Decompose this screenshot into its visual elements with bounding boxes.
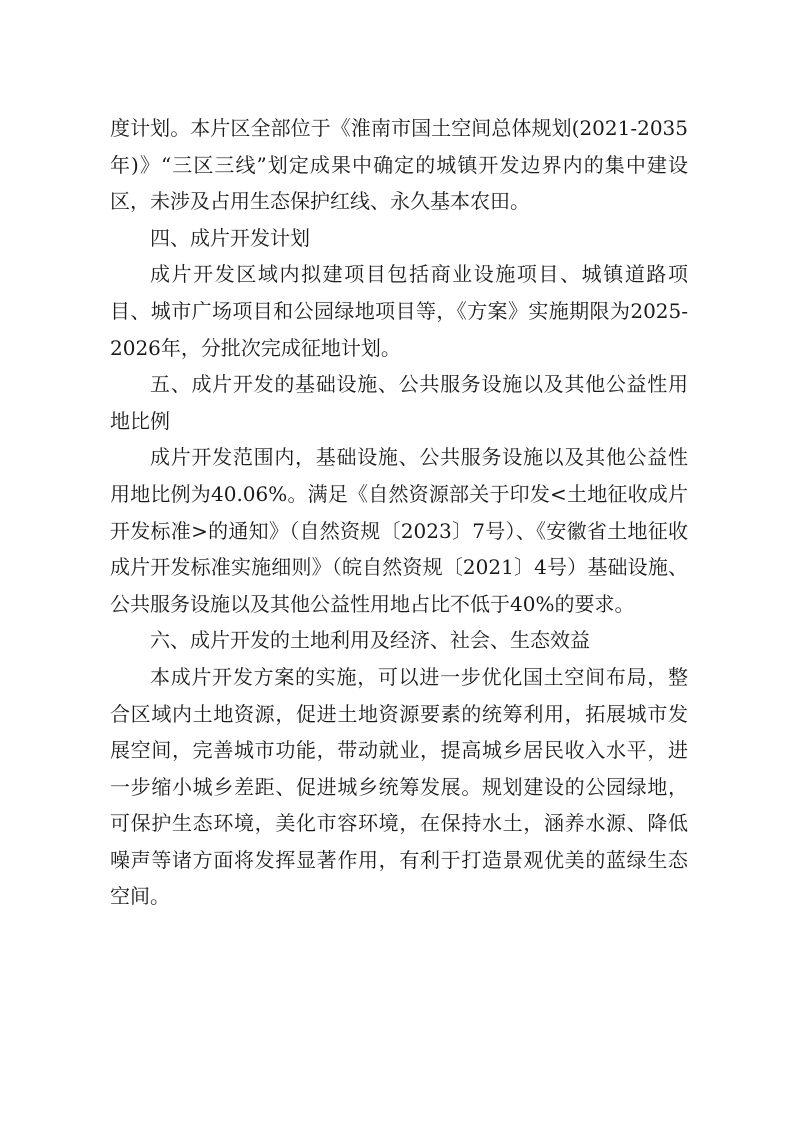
document-body (110, 110, 688, 915)
heading-section-4: 四、成片开发计划 (150, 225, 310, 250)
paragraph-development-plan: 成片开发区域内拟建项目包括商业设施项目、城镇道路项目、城市广场项目和公园绿地项目等，《方案》实施期限为2025-2026年，分批次完成征地计划。 (110, 262, 688, 360)
paragraph-public-land-ratio: 成片开发范围内，基础设施、公共服务设施以及其他公益性用地比例为40.06%。满足《自然资源部关于印发<土地征收成片开发标准>的通知》（自然资规〔2023〕7号）、《安徽省土地征收成片开发标准实施细则》（皖自然资规〔2021〕4号）基础设施、公共服务设施以及其他公益性用地占比不低于40%的要求。 (110, 445, 688, 616)
heading-section-6: 六、成片开发的土地利用及经济、社会、生态效益 (150, 628, 590, 653)
paragraph-continuation: 度计划。本片区全部位于《淮南市国土空间总体规划(2021-2035年)》“三区三线”划定成果中确定的城镇开发边界内的集中建设区，未涉及占用生态保护红线、永久基本农田。 (110, 116, 688, 214)
paragraph-benefits: 本成片开发方案的实施，可以进一步优化国土空间布局，整合区域内土地资源，促进土地资源要素的统筹利用，拓展城市发展空间，完善城市功能，带动就业，提高城乡居民收入水平，进一步缩小城乡差距、促进城乡统筹发展。规划建设的公园绿地，可保护生态环境，美化市容环境，在保持水土，涵养水源、降低噪声等诸方面将发挥显著作用，有利于打造景观优美的蓝绿生态空间。 (110, 664, 688, 909)
heading-section-5: 五、成片开发的基础设施、公共服务设施以及其他公益性用地比例 (110, 372, 688, 433)
